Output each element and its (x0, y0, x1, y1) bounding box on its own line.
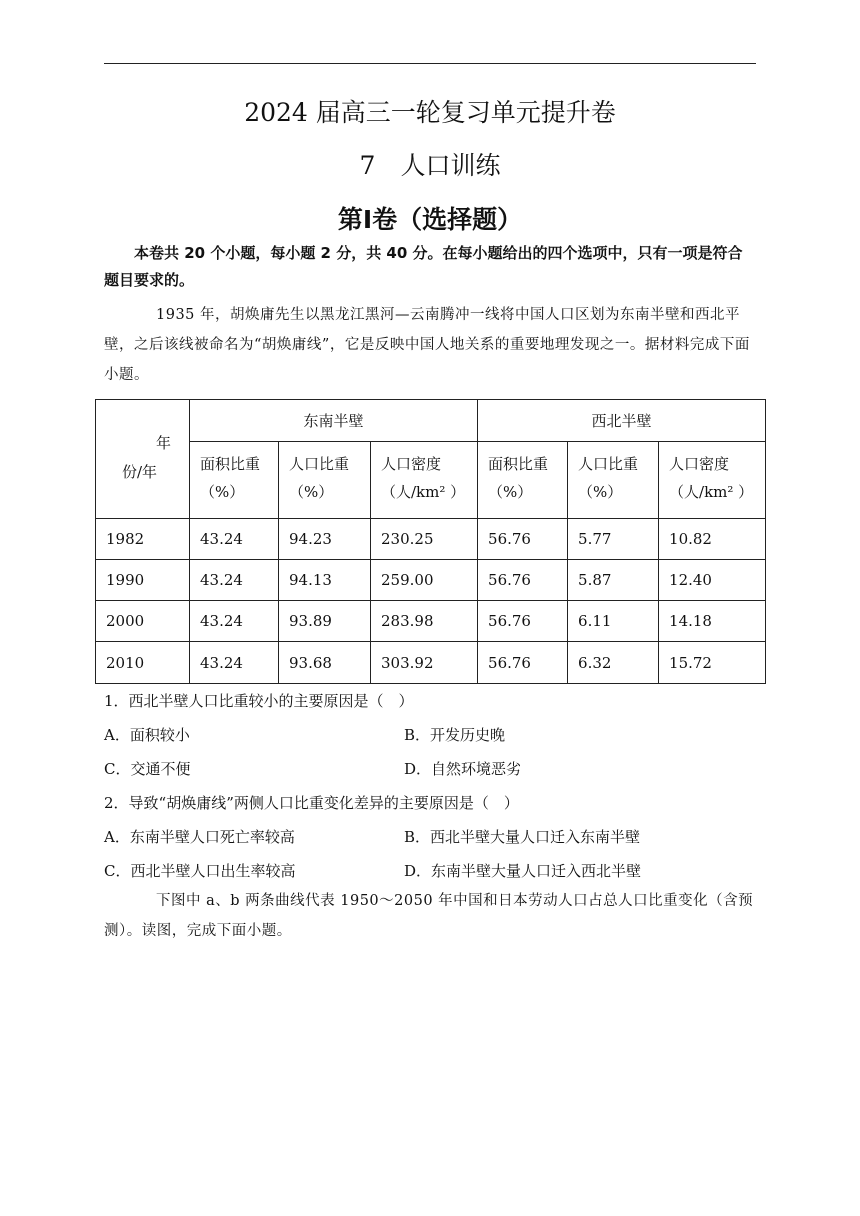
table-cell: 5.87 (568, 560, 659, 601)
table-cell: 56.76 (478, 642, 568, 684)
table-cell: 43.24 (190, 601, 279, 642)
question-2-option-c: C．西北半壁人口出生率较高 (104, 862, 296, 880)
table-cell: 93.68 (279, 642, 371, 684)
unit-title: 7 人口训练 (359, 151, 501, 180)
table-cell: 56.76 (478, 601, 568, 642)
group-header-southeast: 东南半壁 (190, 400, 478, 442)
header-rule (104, 63, 756, 64)
column-header: 人口比重 （%） (279, 442, 371, 519)
table-cell: 1982 (96, 519, 190, 560)
table-row (96, 601, 766, 642)
section-title: 第Ⅰ卷（选择题） (337, 205, 523, 234)
population-table (95, 399, 766, 684)
table-row (96, 519, 766, 560)
question-2-option-b: B．西北半壁大量人口迁入东南半壁 (404, 828, 641, 846)
table-cell: 259.00 (371, 560, 478, 601)
material-1: 1935 年，胡焕庸先生以黑龙江黑河—云南腾冲一线将中国人口区划为东南半壁和西北平壁，之后该线被命名为“胡焕庸线”，它是反映中国人地关系的重要地理发现之一。据材料完成下面小题。 (104, 307, 750, 383)
table-cell: 2000 (96, 601, 190, 642)
table-cell: 43.24 (190, 642, 279, 684)
column-header: 人口密度 （人/km² ） (371, 442, 478, 519)
column-header: 人口比重 （%） (568, 442, 659, 519)
question-2-option-a: A．东南半壁人口死亡率较高 (104, 828, 295, 846)
table-cell: 283.98 (371, 601, 478, 642)
question-1-option-a: A．面积较小 (104, 726, 190, 744)
question-1-option-d: D．自然环境恶劣 (404, 760, 522, 778)
table-cell: 94.13 (279, 560, 371, 601)
table-cell: 303.92 (371, 642, 478, 684)
table-cell: 10.82 (659, 519, 766, 560)
table-cell: 2010 (96, 642, 190, 684)
question-2-stem: 2．导致“胡焕庸线”两侧人口比重变化差异的主要原因是（ ） (104, 794, 519, 812)
table-cell: 56.76 (478, 560, 568, 601)
instructions: 本卷共 20 个小题，每小题 2 分，共 40 分。在每小题给出的四个选项中，只有一项是符合题目要求的。 (104, 244, 743, 289)
question-1-option-b: B．开发历史晚 (404, 726, 506, 744)
corner-label-bottom: 份/年 (122, 463, 158, 481)
corner-label-top: 年 (155, 434, 171, 452)
table-cell: 15.72 (659, 642, 766, 684)
table-cell: 6.32 (568, 642, 659, 684)
column-header: 人口密度 （人/km² ） (659, 442, 766, 519)
table-cell: 12.40 (659, 560, 766, 601)
material-2: 下图中 a、b 两条曲线代表 1950～2050 年中国和日本劳动人口占总人口比重变化（含预测）。读图，完成下面小题。 (104, 893, 754, 939)
table-row (96, 560, 766, 601)
table-cell: 93.89 (279, 601, 371, 642)
column-header: 面积比重 （%） (478, 442, 568, 519)
table-cell: 230.25 (371, 519, 478, 560)
table-cell: 5.77 (568, 519, 659, 560)
question-2-option-d: D．东南半壁大量人口迁入西北半壁 (404, 862, 642, 880)
table-cell: 6.11 (568, 601, 659, 642)
column-header: 面积比重 （%） (190, 442, 279, 519)
table-cell: 43.24 (190, 519, 279, 560)
question-1-stem: 1．西北半壁人口比重较小的主要原因是（ ） (104, 692, 414, 710)
table-row (96, 642, 766, 684)
table-corner-header (96, 400, 190, 519)
question-1-option-c: C．交通不便 (104, 760, 191, 778)
group-header-northwest: 西北半壁 (478, 400, 766, 442)
table-cell: 1990 (96, 560, 190, 601)
table-cell: 56.76 (478, 519, 568, 560)
exam-title: 2024 届高三一轮复习单元提升卷 (244, 98, 616, 127)
table-cell: 94.23 (279, 519, 371, 560)
table-cell: 43.24 (190, 560, 279, 601)
table-cell: 14.18 (659, 601, 766, 642)
